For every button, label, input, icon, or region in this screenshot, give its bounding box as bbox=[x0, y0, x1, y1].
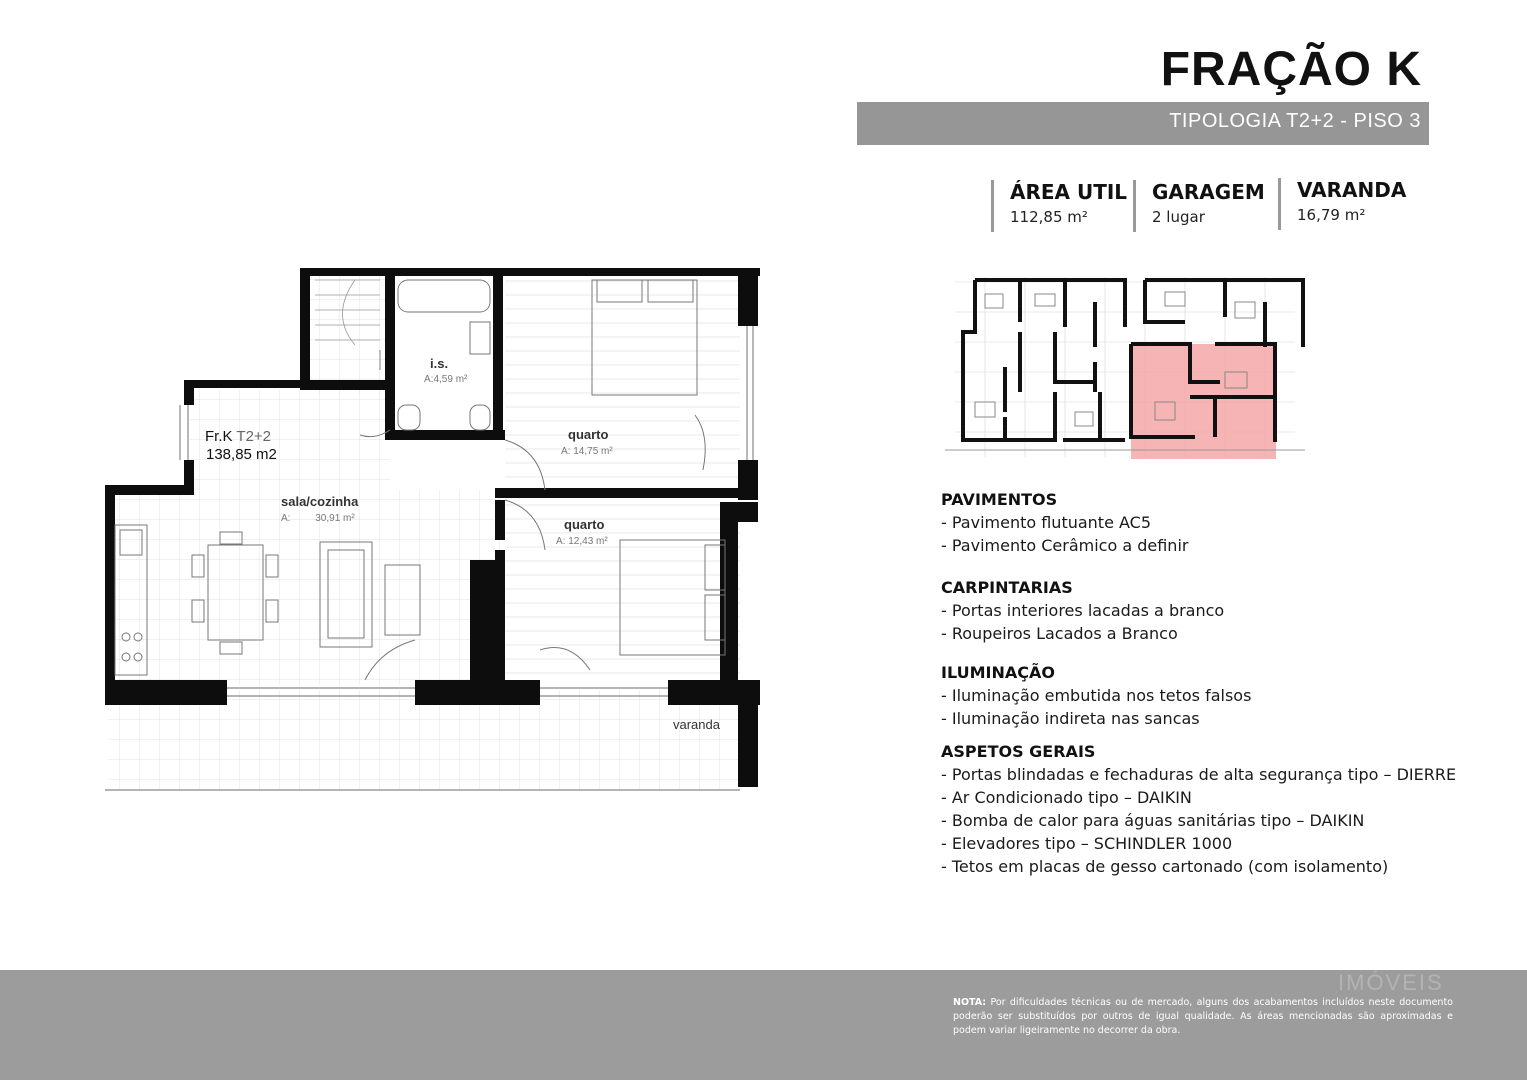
unit-type: T2+2 bbox=[236, 428, 272, 445]
key-plan-image bbox=[945, 272, 1305, 467]
spec-heading: PAVIMENTOS bbox=[941, 490, 1058, 509]
page-title: FRAÇÃO K bbox=[1160, 43, 1422, 96]
unit-name: Fr.K bbox=[205, 428, 233, 445]
floor-plan bbox=[100, 260, 765, 804]
stat-label: GARAGEM bbox=[1152, 180, 1265, 204]
spec-item: - Roupeiros Lacados a Branco bbox=[941, 624, 1178, 643]
spec-item: - Tetos em placas de gesso cartonado (com isolamento) bbox=[941, 857, 1389, 876]
room-area: A:4,59 m² bbox=[424, 374, 468, 385]
room-name: sala/cozinha bbox=[281, 494, 359, 509]
brand-logo: IMÓVEIS bbox=[1338, 970, 1444, 995]
room-area-prefix: A: bbox=[281, 513, 291, 524]
spec-heading: ASPETOS GERAIS bbox=[941, 742, 1096, 761]
spec-item: - Iluminação embutida nos tetos falsos bbox=[941, 686, 1252, 705]
unit-area: 138,85 m2 bbox=[206, 446, 277, 463]
subtitle: TIPOLOGIA T2+2 - PISO 3 bbox=[1169, 110, 1421, 132]
stat-area-util bbox=[991, 180, 1127, 232]
room-name: quarto bbox=[564, 517, 605, 532]
spec-item: - Bomba de calor para águas sanitárias tipo – DAIKIN bbox=[941, 811, 1365, 830]
spec-item: - Pavimento Cerâmico a definir bbox=[941, 536, 1189, 555]
spec-item: - Pavimento flutuante AC5 bbox=[941, 513, 1152, 532]
room-name: quarto bbox=[568, 427, 609, 442]
footer bbox=[0, 970, 1527, 1080]
note-text: Por dificuldades técnicas ou de mercado, alguns dos acabamentos incluídos neste documento poderão ser substituídos por outros de igual qualidade. As áreas mencionadas são aproximadas e podem variar ligeiramente no decorrer da obra. bbox=[953, 997, 1453, 1036]
spec-item: - Portas interiores lacadas a branco bbox=[941, 601, 1225, 620]
stat-value: 16,79 m² bbox=[1297, 206, 1366, 224]
highlighted-unit bbox=[1131, 344, 1276, 459]
room-area: A: 12,43 m² bbox=[556, 536, 608, 547]
footer-note bbox=[953, 996, 1453, 1038]
spec-item: - Ar Condicionado tipo – DAIKIN bbox=[941, 788, 1192, 807]
room-name: varanda bbox=[673, 717, 720, 732]
room-name: i.s. bbox=[430, 356, 449, 371]
spec-item: - Iluminação indireta nas sancas bbox=[941, 709, 1200, 728]
specifications bbox=[941, 489, 1481, 878]
room-area: A: 14,75 m² bbox=[561, 446, 613, 457]
stat-varanda bbox=[1278, 178, 1406, 230]
subtitle-bar bbox=[857, 102, 1429, 145]
note-label: NOTA: bbox=[953, 997, 987, 1008]
spec-heading: CARPINTARIAS bbox=[941, 578, 1073, 597]
stat-value: 2 lugar bbox=[1152, 208, 1205, 226]
floor-plan-drawing bbox=[100, 260, 765, 800]
spec-heading: ILUMINAÇÃO bbox=[941, 663, 1055, 682]
stat-value: 112,85 m² bbox=[1010, 208, 1088, 226]
stat-label: VARANDA bbox=[1297, 178, 1407, 202]
stat-garagem bbox=[1133, 180, 1265, 232]
stat-label: ÁREA UTIL bbox=[1010, 180, 1128, 204]
spec-item: - Elevadores tipo – SCHINDLER 1000 bbox=[941, 834, 1233, 853]
spec-item: - Portas blindadas e fechaduras de alta segurança tipo – DIERRE bbox=[941, 765, 1457, 784]
room-area: 30,91 m² bbox=[315, 513, 355, 524]
